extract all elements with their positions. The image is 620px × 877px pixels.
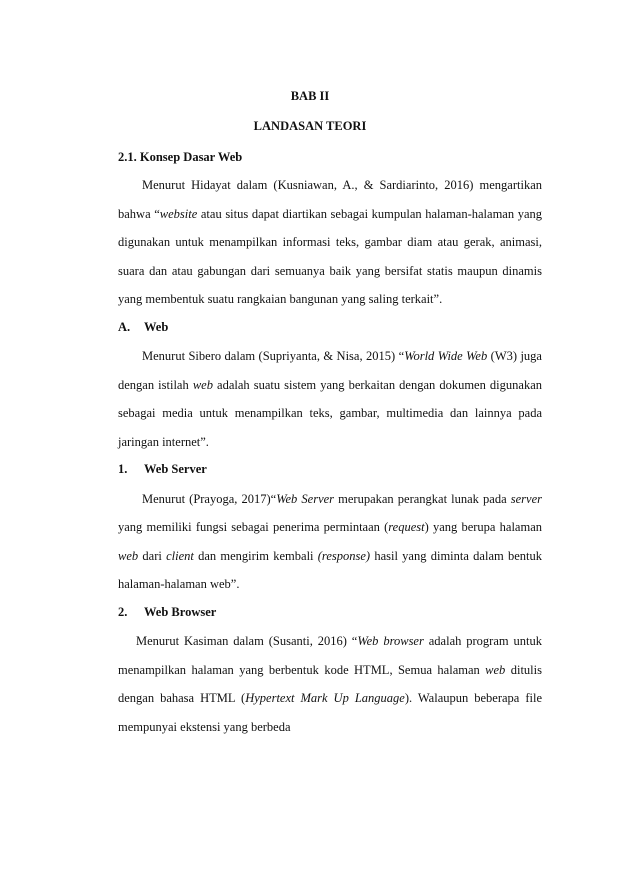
paragraph-line: sebagai media untuk menampilkan teks, gambar, multimedia dan lainnya pada — [118, 406, 542, 420]
paragraph-line: web dari client dan mengirim kembali (response) hasil yang diminta dalam bentuk — [118, 549, 542, 563]
paragraph-line: Menurut Hidayat dalam (Kusniawan, A., & Sardiarinto, 2016) mengartikan — [142, 178, 542, 192]
paragraph-line: dengan istilah web adalah suatu sistem yang berkaitan dengan dokumen digunakan — [118, 378, 543, 392]
chapter-number: BAB II — [290, 89, 330, 103]
paragraph-line: yang membentuk suatu rangkaian bangunan yang saling terkait”. — [118, 292, 443, 306]
paragraph-line: Menurut (Prayoga, 2017)“Web Server merupakan perangkat lunak pada server — [142, 492, 542, 506]
paragraph-line: suara dan atau gabungan dari semuanya baik yang bersifat statis maupun dinamis — [118, 264, 542, 278]
emphasis: website — [159, 207, 198, 221]
chapter-title: LANDASAN TEORI — [253, 119, 367, 133]
paragraph-line: bahwa “website atau situs dapat diartikan sebagai kumpulan halaman-halaman yang — [118, 207, 542, 221]
paragraph-line: halaman-halaman web”. — [118, 577, 240, 591]
section-heading: 1. Web Server — [118, 462, 207, 476]
paragraph-line: jaringan internet”. — [118, 435, 209, 449]
paragraph-line: yang memiliki fungsi sebagai penerima permintaan (request) yang berupa halaman — [118, 520, 542, 534]
paragraph-line: mempunyai ekstensi yang berbeda — [118, 720, 291, 734]
paragraph-line: Menurut Sibero dalam (Supriyanta, & Nisa, 2015) “World Wide Web (W3) juga — [142, 349, 542, 363]
paragraph-line: Menurut Kasiman dalam (Susanti, 2016) “Web browser adalah program untuk — [136, 634, 542, 648]
section-heading: 2.1. Konsep Dasar Web — [118, 150, 243, 164]
paragraph-line: digunakan untuk menampilkan informasi teks, gambar diam atau gerak, animasi, — [118, 235, 542, 249]
section-heading: A. Web — [118, 320, 169, 334]
paragraph-line: dengan bahasa HTML (Hypertext Mark Up Language). Walaupun beberapa file — [118, 691, 542, 705]
section-heading: 2. Web Browser — [118, 605, 217, 619]
paragraph-line: menampilkan halaman yang berbentuk kode HTML, Semua halaman web ditulis — [118, 663, 542, 677]
